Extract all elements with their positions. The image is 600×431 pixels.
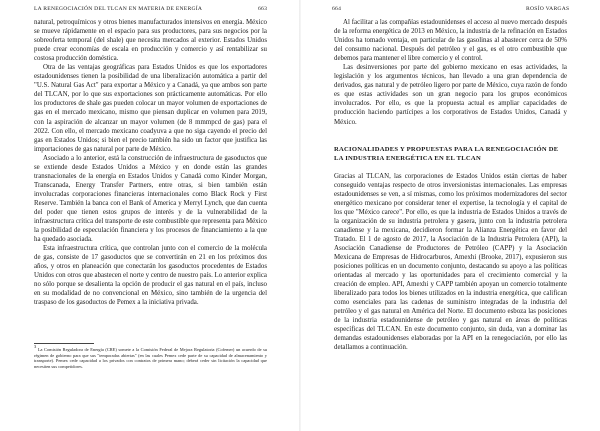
running-head-left: LA RENEGOCIACIÓN DEL TLCAN EN MATERIA DE ENERGÍA bbox=[34, 6, 203, 12]
footnote bbox=[34, 344, 267, 369]
running-head-right: ROSÍO VARGAS bbox=[526, 6, 570, 12]
section-heading: RACIONALIDADES Y PROPUESTAS PARA LA RENEGOCIACIÓN DE LA INDUSTRIA ENERGÉTICA EN EL TLCAN bbox=[334, 145, 559, 162]
footnote-rule bbox=[34, 343, 94, 344]
page-number-left: 663 bbox=[258, 6, 268, 12]
paragraph: Gracias al TLCAN, las corporaciones de Estados Unidos están ciertas de haber conseguido ventajas respecto de otros inversionistas internacionales. Las empresas estadounidenses se ven, a sí mismas, como los próximos modernizadores del sector energético mexicano por considerar tener el expertise, la tecnología y el capital de los que "México carece". Por ello, es que la industria de Estados Unidos a través de la organización de su industria petrolera y gasera, junto con la industria petrolera canadiense y la mexicana, decidieron formar la Alianza Energética en favor del Tratado. El 1 de agosto de 2017, la Asociación de la Industria Petrolera (API), la Asociación Canadiense de Productores de Petróleo (CAPP) y la Asociación Mexicana de Empresas de Hidrocarburos, Amexhi (Brooke, 2017), expusieron sus posiciones políticas en un documento conjunto, destacando su apoyo a las políticas orientadas al mercado y las oportunidades para el crecimiento comercial y la creación de empleo. API, Amexhi y CAPP también apoyan un comercio totalmente liberalizado para todos los bienes utilizados en la industria energética, que califican como esenciales para las cadenas de suministro integradas de la industria del petróleo y el gas natural en América del Norte. El documento esboza las posiciones de la industria estadounidense de petróleo y gas natural en áreas de políticas específicas del TLCAN. En este documento conjunto, sin duda, van a dominar las demandas estadounidenses elaboradas por la API en la renegociación, por ello las detallamos a continuación. bbox=[334, 172, 567, 352]
paragraph: Otra de las ventajas geográficas para Estados Unidos es que los exportadores estadounidenses tienen la posibilidad de una liberalización automática a partir del "U.S. Natural Gas Act" para exportar a México y a Canadá, ya que ambos son parte del TLCAN, por lo que sus exportaciones son prácticamente automáticas. Por ello los productores de shale gas pueden colocar un mayor volumen de exportaciones de gas en el mercado mexicano, mismo que piensan duplicar en volumen para 2019, con la aspiración de alcanzar un mayor volumen (de 8 mmmpcd de gas) para el 2022. Con ello, el mercado mexicano coadyuva a que no siga cayendo el precio del gas en Estados Unidos; si bien el precio también ha sido un factor que justifica las importaciones de gas natural por parte de México. bbox=[34, 64, 267, 153]
paragraph: Las desinversiones por parte del gobierno mexicano en esas actividades, la legislación y los argumentos técnicos, han llevado a una gran dependencia de derivados, gas natural y de petróleo ligero por parte de México, cuya razón de fondo es que estas actividades son un gran negocio para los grupos económicos involucrados. Por ello, es que la propuesta actual es ampliar capacidades de producción haciendo partícipes a los corporativos de Estados Unidos, Canadá y México. bbox=[334, 64, 567, 126]
footnote-text: La Comisión Reguladora de Energía (CRE) somete a la Comisión Federal de Mejora Regulatoria (Cofemer) un acuerdo de su régimen de gobierno para que sus "temporadas abiertas" (en las cuales Pemex cede parte de su capacidad de almacenamiento y transporte). Pemex cede capacidad a los privados con contratos de primera mano; deberá ceder sin licitación la capacidad que necesiten sus competidores. bbox=[34, 347, 267, 369]
right-page bbox=[300, 0, 600, 431]
paragraph: Esta infraestructura crítica, que controlan junto con el comercio de la molécula de gas, consiste de 17 gasoductos que se convertirán en 21 en los próximos dos años, y otros en planeación que conectarán los gasoductos procedentes de Estados Unidos con otros que abastecen el norte y centro de nuestro país. Lo anterior explica no sólo porque se desalienta la opción de producir el gas natural en el país, incluso en su modalidad de no convencional en México, sino también de la urgencia del traspaso de los gasoductos de Pemex a la iniciativa privada. bbox=[34, 245, 267, 307]
footnote-mark: 3 bbox=[34, 344, 37, 349]
paragraph: natural, petroquímicos y otros bienes manufacturados intensivos en energía. México se mueve rápidamente en el espacio para sus productores, para sus negocios por la sobreoferta temporal (del shale) que necesita mercados al exterior. Estados Unidos puede crear economías de escala en producción y comercio y así rentabilizar su costosa producción doméstica. bbox=[34, 19, 267, 63]
paragraph: Al facilitar a las compañías estadounidenses el acceso al nuevo mercado después de la reforma energética de 2013 en México, la industria de la refinación en Estados Unidos ha tomado ventaja, en particular de las gasolinas al abastecer cerca de 50% del consumo nacional. Después del petróleo y el gas, es el otro combustible que debemos para mantener el libre comercio y el control. bbox=[334, 19, 567, 63]
paragraph: Asociado a lo anterior, está la construcción de infraestructura de gasoductos que se extiende desde Estados Unidos a México y en donde están las grandes transnacionales de la energía en Estados Unidos y Canadá como Kinder Morgan, Transcanada, Energy Transfer Partners, entre otras, si bien también están involucradas corporaciones financieras internacionales como Black Rock y First Reserve. También la banca con el Bank of America y Merryl Lynch, que dan cuenta del poder que tienen estos grupos de interés y de la vulnerabilidad de la infraestructura crítica del transporte de este combustible que representa para México la posibilidad de especulación financiera y los procesos de financiamiento a la que ha quedado asociada. bbox=[34, 154, 267, 244]
left-body-text bbox=[34, 18, 267, 308]
right-body-text bbox=[334, 18, 567, 353]
page-number-right: 664 bbox=[332, 6, 342, 12]
